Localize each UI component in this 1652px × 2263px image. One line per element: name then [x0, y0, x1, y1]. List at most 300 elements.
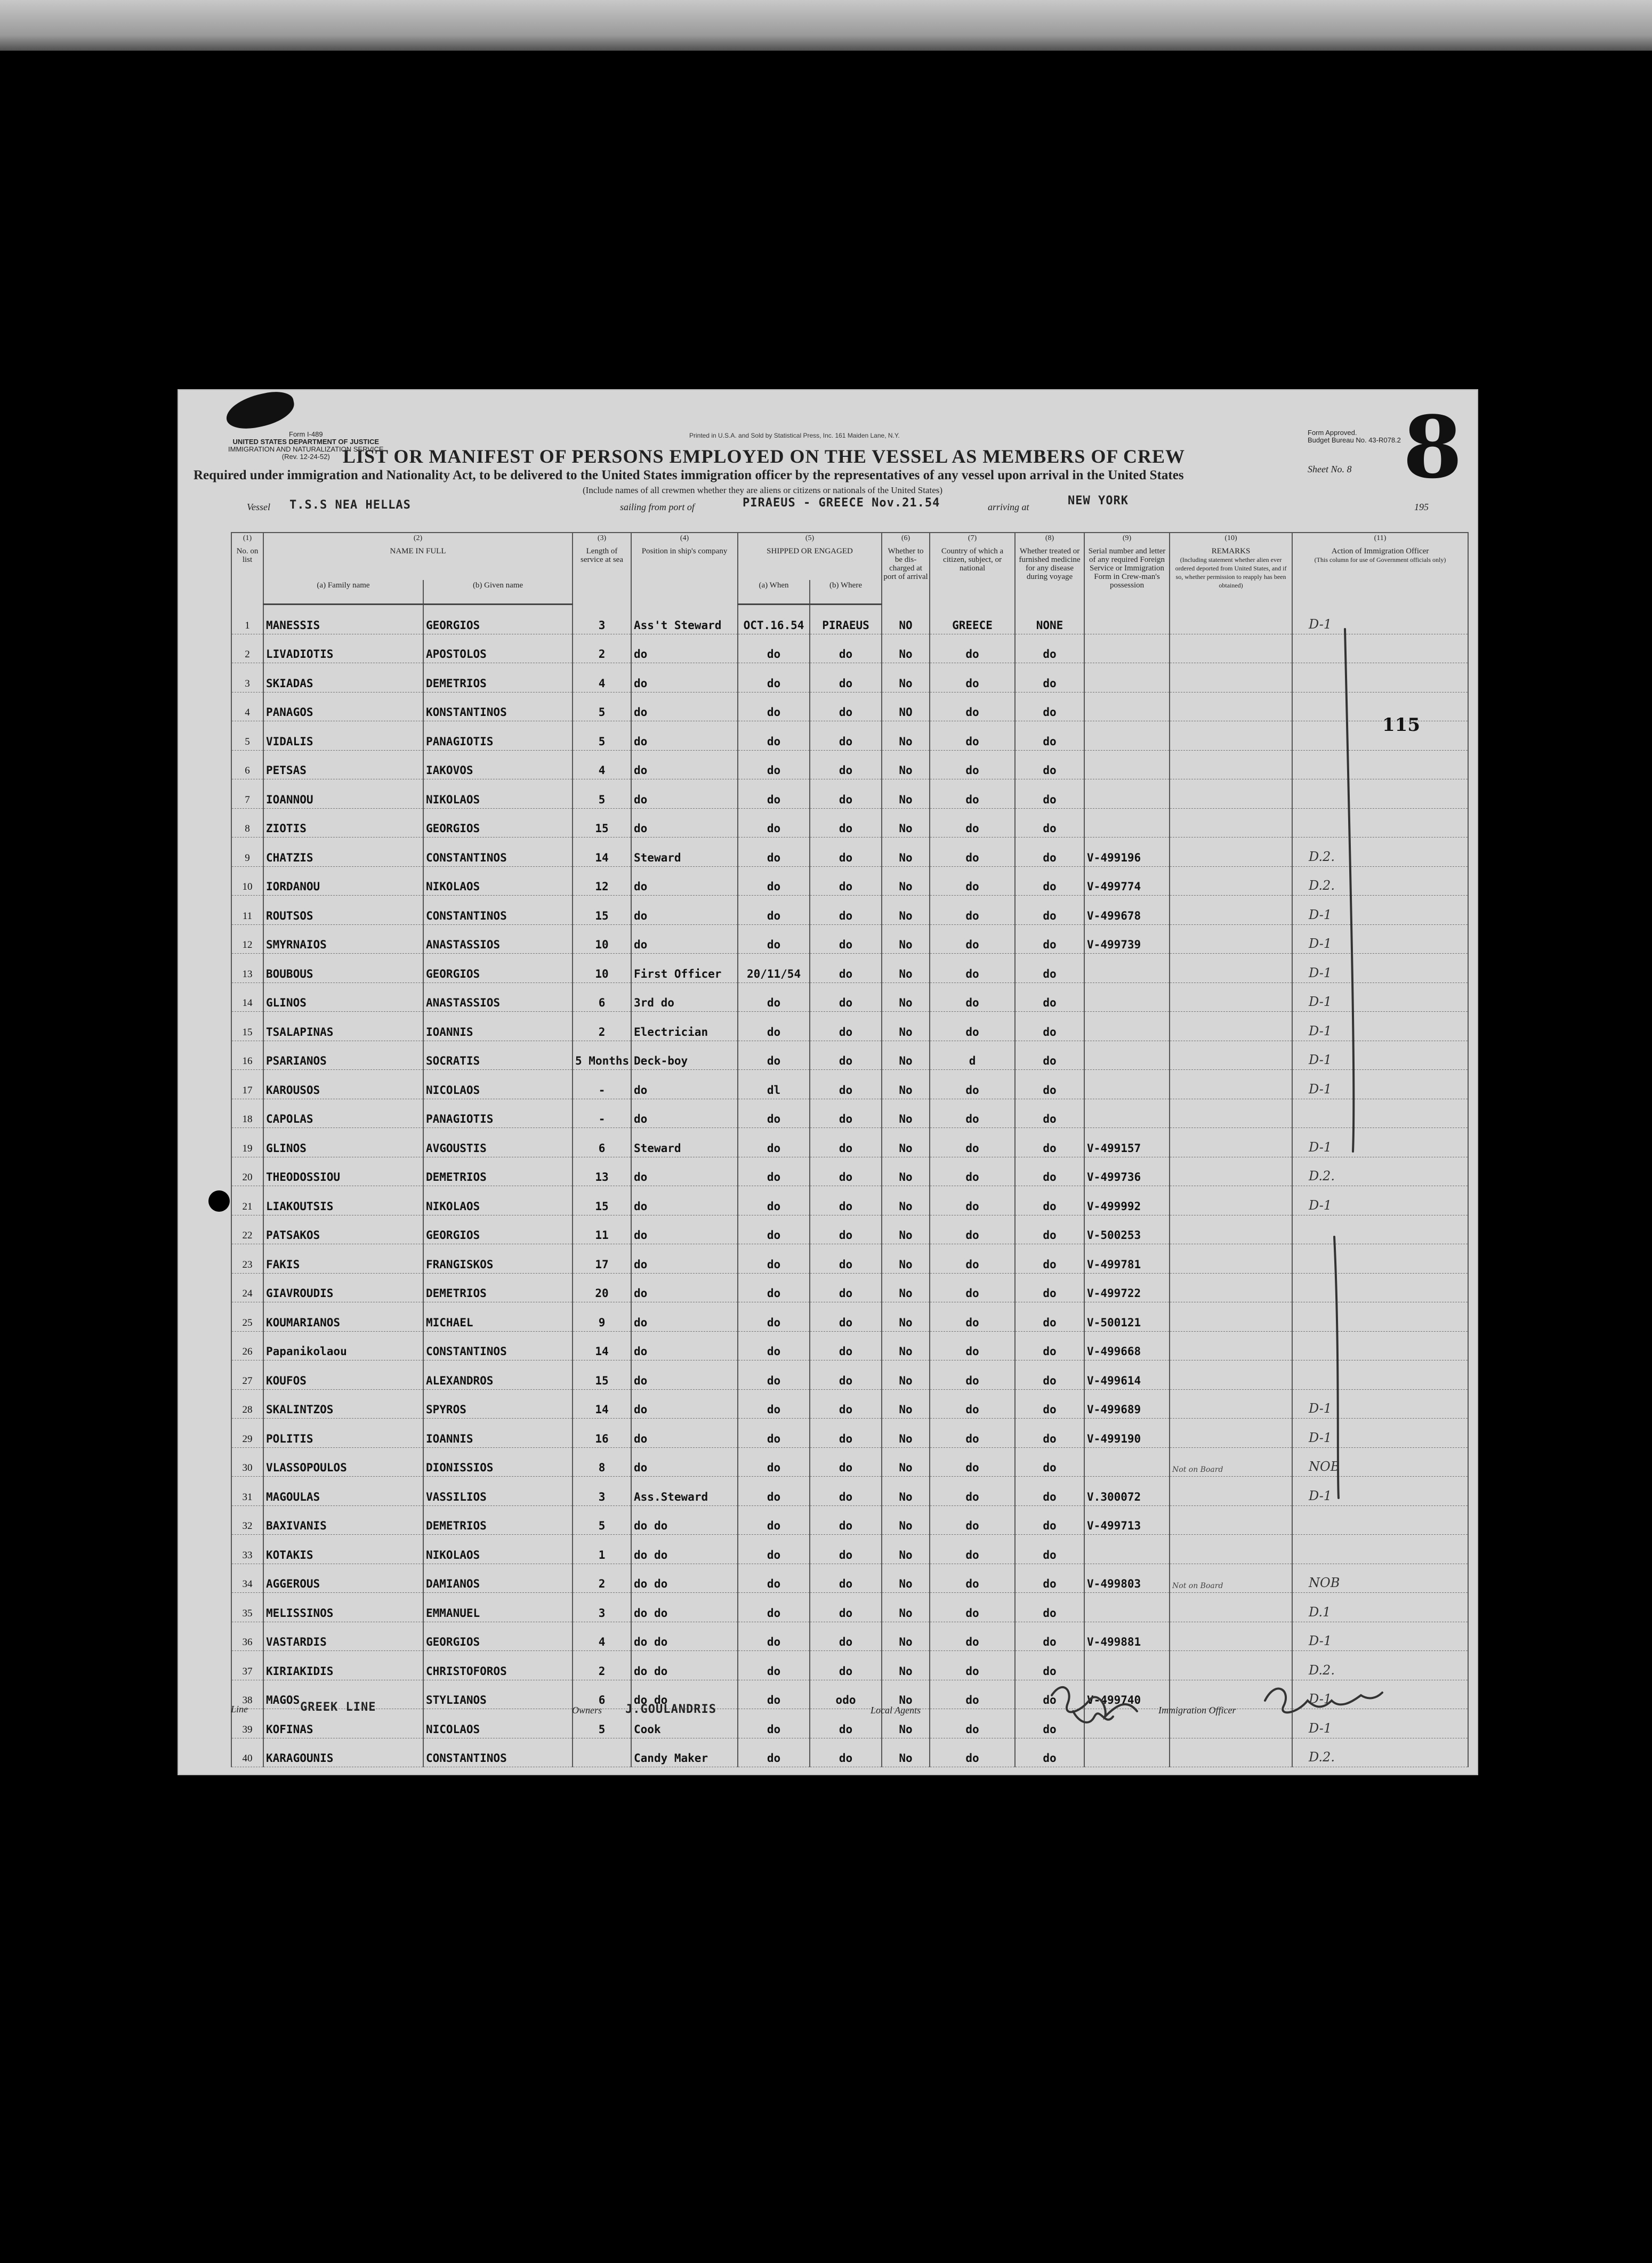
- cell-position: do: [631, 1215, 738, 1244]
- cell-no: 17: [231, 1070, 263, 1099]
- cell-family: AGGEROUS: [263, 1564, 423, 1593]
- cell-given: ANASTASSIOS: [423, 982, 573, 1012]
- cell-position: do: [631, 1244, 738, 1274]
- cell-disch: No: [882, 1651, 930, 1680]
- cell-position: do: [631, 866, 738, 896]
- cell-given: DAMIANOS: [423, 1564, 573, 1593]
- col-no: No. on list: [231, 546, 263, 605]
- cell-given: CONSTANTINOS: [423, 1331, 573, 1360]
- cell-where: do: [810, 1331, 882, 1360]
- table-row: [231, 808, 1468, 837]
- table-row: [231, 1447, 1468, 1477]
- cell-family: THEODOSSIOU: [263, 1157, 423, 1186]
- cell-country: do: [930, 692, 1015, 721]
- cell-no: 31: [231, 1477, 263, 1506]
- cell-country: do: [930, 663, 1015, 692]
- cell-position: do: [631, 779, 738, 809]
- cell-when: do: [738, 924, 810, 954]
- cell-service: 14: [573, 1389, 631, 1419]
- cell-position: do: [631, 1099, 738, 1128]
- cell-no: 37: [231, 1651, 263, 1680]
- cell-action: [1292, 1331, 1468, 1360]
- cell-serial: [1084, 1593, 1170, 1622]
- cell-where: do: [810, 692, 882, 721]
- cell-action: D-1: [1292, 1622, 1468, 1651]
- cell-family: VLASSOPOULOS: [263, 1447, 423, 1477]
- cell-service: 6: [573, 1128, 631, 1157]
- cell-service: 9: [573, 1302, 631, 1332]
- cell-position: Ass.Steward: [631, 1477, 738, 1506]
- cell-where: do: [810, 1215, 882, 1244]
- cell-action: D-1: [1292, 954, 1468, 983]
- cell-given: NIKOLAOS: [423, 1186, 573, 1215]
- cell-position: do: [631, 924, 738, 954]
- ink-blot: [223, 388, 297, 433]
- cell-no: 28: [231, 1389, 263, 1419]
- cell-when: do: [738, 1505, 810, 1535]
- col-shipped: SHIPPED OR ENGAGED: [738, 546, 882, 580]
- table-row: [231, 1012, 1468, 1041]
- cell-country: do: [930, 1012, 1015, 1041]
- cell-where: do: [810, 1273, 882, 1302]
- cell-when: do: [738, 1651, 810, 1680]
- cell-med: do: [1015, 1244, 1084, 1274]
- cell-family: KOTAKIS: [263, 1535, 423, 1564]
- cell-action: D-1: [1292, 1186, 1468, 1215]
- cell-med: do: [1015, 1186, 1084, 1215]
- cell-action: [1292, 1215, 1468, 1244]
- cell-remarks: [1170, 1535, 1292, 1564]
- cell-position: Cook: [631, 1709, 738, 1738]
- cell-serial: [1084, 1012, 1170, 1041]
- table-row: [231, 663, 1468, 692]
- sheet-number: Sheet No. 8: [1308, 464, 1352, 474]
- cell-family: SKIADAS: [263, 663, 423, 692]
- cell-country: do: [930, 1099, 1015, 1128]
- cell-med: do: [1015, 721, 1084, 751]
- cell-country: do: [930, 866, 1015, 896]
- cell-no: 35: [231, 1593, 263, 1622]
- cell-no: 30: [231, 1447, 263, 1477]
- cell-disch: No: [882, 779, 930, 809]
- cell-where: do: [810, 1505, 882, 1535]
- cell-country: do: [930, 1535, 1015, 1564]
- cell-given: SPYROS: [423, 1389, 573, 1419]
- cell-country: do: [930, 750, 1015, 779]
- cell-med: do: [1015, 1419, 1084, 1448]
- col-medicine: Whether treated or furnished medicine for any disease during voyage: [1015, 546, 1084, 605]
- cell-action: [1292, 692, 1468, 721]
- cell-disch: No: [882, 1564, 930, 1593]
- table-row: [231, 1505, 1468, 1535]
- cell-position: Candy Maker: [631, 1738, 738, 1767]
- cell-when: do: [738, 1564, 810, 1593]
- cell-where: do: [810, 896, 882, 925]
- cell-med: do: [1015, 837, 1084, 867]
- cell-remarks: [1170, 1041, 1292, 1070]
- cell-disch: No: [882, 1331, 930, 1360]
- year-label: 195: [1414, 502, 1429, 512]
- cell-family: GLINOS: [263, 982, 423, 1012]
- cell-position: do: [631, 663, 738, 692]
- cell-when: do: [738, 1477, 810, 1506]
- cell-position: do do: [631, 1651, 738, 1680]
- cell-med: do: [1015, 866, 1084, 896]
- cell-no: 7: [231, 779, 263, 809]
- vessel-name: T.S.S NEA HELLAS: [289, 498, 411, 512]
- cell-remarks: [1170, 954, 1292, 983]
- cell-where: do: [810, 779, 882, 809]
- cell-when: 20/11/54: [738, 954, 810, 983]
- col-discharged: Whether to be dis-charged at port of arrival: [882, 546, 930, 605]
- cell-med: do: [1015, 1535, 1084, 1564]
- film-top-edge: [0, 0, 1652, 59]
- table-row: [231, 1360, 1468, 1390]
- cell-action: D.2.: [1292, 1157, 1468, 1186]
- cell-action: NOB: [1292, 1447, 1468, 1477]
- col-where: (b) Where: [810, 580, 882, 605]
- cell-remarks: [1170, 924, 1292, 954]
- table-row: [231, 1535, 1468, 1564]
- cell-disch: No: [882, 1186, 930, 1215]
- cell-when: do: [738, 1680, 810, 1709]
- cell-country: do: [930, 1505, 1015, 1535]
- cell-given: CONSTANTINOS: [423, 1738, 573, 1767]
- cell-no: 36: [231, 1622, 263, 1651]
- table-row: [231, 1651, 1468, 1680]
- cell-serial: V-499781: [1084, 1244, 1170, 1274]
- cell-serial: V-499740: [1084, 1680, 1170, 1709]
- table-row: [231, 750, 1468, 779]
- cell-serial: [1084, 808, 1170, 837]
- cell-position: Deck-boy: [631, 1041, 738, 1070]
- crew-rows: [231, 605, 1468, 1767]
- cell-remarks: [1170, 896, 1292, 925]
- cell-no: 19: [231, 1128, 263, 1157]
- cell-given: NIKOLAOS: [423, 779, 573, 809]
- cell-serial: [1084, 1535, 1170, 1564]
- cell-given: NICOLAOS: [423, 1070, 573, 1099]
- cell-no: 14: [231, 982, 263, 1012]
- cell-family: MAGOULAS: [263, 1477, 423, 1506]
- cell-given: GEORGIOS: [423, 808, 573, 837]
- cell-no: 20: [231, 1157, 263, 1186]
- cell-family: VIDALIS: [263, 721, 423, 751]
- cell-given: GEORGIOS: [423, 605, 573, 634]
- cell-given: ALEXANDROS: [423, 1360, 573, 1390]
- cell-service: 14: [573, 1331, 631, 1360]
- cell-family: IOANNOU: [263, 779, 423, 809]
- document-subtitle-note: (Include names of all crewmen whether they are aliens or citizens or nationals of the United States): [583, 485, 943, 495]
- cell-med: do: [1015, 954, 1084, 983]
- cell-serial: V-499722: [1084, 1273, 1170, 1302]
- cell-disch: No: [882, 1128, 930, 1157]
- cell-serial: V-499881: [1084, 1622, 1170, 1651]
- cell-action: [1292, 1535, 1468, 1564]
- cell-no: 18: [231, 1099, 263, 1128]
- cell-country: do: [930, 1360, 1015, 1390]
- cell-action: D-1: [1292, 1419, 1468, 1448]
- cell-country: do: [930, 1273, 1015, 1302]
- cell-where: do: [810, 808, 882, 837]
- cell-remarks: [1170, 1477, 1292, 1506]
- cell-country: do: [930, 1593, 1015, 1622]
- cell-no: 29: [231, 1419, 263, 1448]
- cell-where: do: [810, 1419, 882, 1448]
- cell-remarks: [1170, 1419, 1292, 1448]
- cell-position: do: [631, 1360, 738, 1390]
- cell-disch: No: [882, 1622, 930, 1651]
- cell-serial: V-499713: [1084, 1505, 1170, 1535]
- cell-action: D-1: [1292, 1389, 1468, 1419]
- cell-country: do: [930, 1244, 1015, 1274]
- cell-when: do: [738, 1360, 810, 1390]
- cell-service: 2: [573, 1012, 631, 1041]
- cell-country: do: [930, 1215, 1015, 1244]
- cell-given: GEORGIOS: [423, 954, 573, 983]
- cell-med: do: [1015, 692, 1084, 721]
- cell-no: 34: [231, 1564, 263, 1593]
- cell-service: 3: [573, 1593, 631, 1622]
- cell-remarks: [1170, 982, 1292, 1012]
- cell-med: do: [1015, 779, 1084, 809]
- cell-when: do: [738, 1738, 810, 1767]
- cell-disch: No: [882, 1709, 930, 1738]
- document-subtitle: Required under immigration and Nationality Act, to be delivered to the United States immigration officer by the representatives of any vessel upon arrival in the United States: [194, 468, 1184, 482]
- cell-position: do: [631, 1419, 738, 1448]
- cell-disch: No: [882, 1535, 930, 1564]
- cell-service: 8: [573, 1447, 631, 1477]
- cell-service: 6: [573, 982, 631, 1012]
- cell-family: MAGOS: [263, 1680, 423, 1709]
- cell-no: 11: [231, 896, 263, 925]
- cell-country: do: [930, 1331, 1015, 1360]
- cell-family: KOUMARIANOS: [263, 1302, 423, 1332]
- cell-med: do: [1015, 1389, 1084, 1419]
- cell-disch: NO: [882, 692, 930, 721]
- cell-service: 17: [573, 1244, 631, 1274]
- cell-action: D-1: [1292, 1680, 1468, 1709]
- cell-where: do: [810, 866, 882, 896]
- cell-given: NIKOLAOS: [423, 1535, 573, 1564]
- cell-remarks: [1170, 1738, 1292, 1767]
- officer-label: Immigration Officer: [1158, 1705, 1236, 1716]
- cell-med: do: [1015, 634, 1084, 663]
- cell-family: LIVADIOTIS: [263, 634, 423, 663]
- cell-given: VASSILIOS: [423, 1477, 573, 1506]
- cell-when: do: [738, 837, 810, 867]
- cell-service: 15: [573, 1186, 631, 1215]
- agents-label: Local Agents: [871, 1705, 921, 1716]
- cell-family: MELISSINOS: [263, 1593, 423, 1622]
- cell-when: do: [738, 1419, 810, 1448]
- cell-disch: No: [882, 924, 930, 954]
- cell-no: 33: [231, 1535, 263, 1564]
- cell-remarks: [1170, 837, 1292, 867]
- line-value: GREEK LINE: [300, 1701, 376, 1714]
- cell-serial: V-499190: [1084, 1419, 1170, 1448]
- cell-action: [1292, 779, 1468, 809]
- cell-family: KOUFOS: [263, 1360, 423, 1390]
- cell-given: GEORGIOS: [423, 1622, 573, 1651]
- cell-service: 5: [573, 721, 631, 751]
- cell-disch: No: [882, 808, 930, 837]
- cell-where: do: [810, 1070, 882, 1099]
- table-row: [231, 779, 1468, 809]
- cell-service: 2: [573, 634, 631, 663]
- cell-when: do: [738, 634, 810, 663]
- cell-remarks: [1170, 692, 1292, 721]
- col-name: NAME IN FULL: [263, 546, 573, 580]
- table-row: [231, 605, 1468, 634]
- cell-country: do: [930, 1622, 1015, 1651]
- cell-where: do: [810, 1593, 882, 1622]
- cell-action: D-1: [1292, 924, 1468, 954]
- cell-country: d: [930, 1041, 1015, 1070]
- cell-where: do: [810, 1709, 882, 1738]
- cell-service: 11: [573, 1215, 631, 1244]
- table-row: [231, 1738, 1468, 1767]
- owners-label: Owners: [572, 1705, 602, 1716]
- crew-table: [231, 532, 1469, 1767]
- table-row: [231, 1302, 1468, 1332]
- cell-country: GREECE: [930, 605, 1015, 634]
- cell-family: LIAKOUTSIS: [263, 1186, 423, 1215]
- cell-service: 4: [573, 663, 631, 692]
- cell-serial: [1084, 779, 1170, 809]
- cell-when: do: [738, 1157, 810, 1186]
- cell-family: ZIOTIS: [263, 808, 423, 837]
- cell-service: 14: [573, 837, 631, 867]
- cell-serial: V-499803: [1084, 1564, 1170, 1593]
- cell-serial: V-499157: [1084, 1128, 1170, 1157]
- cell-given: MICHAEL: [423, 1302, 573, 1332]
- cell-given: PANAGIOTIS: [423, 721, 573, 751]
- table-row: [231, 1186, 1468, 1215]
- cell-no: 3: [231, 663, 263, 692]
- cell-service: 6: [573, 1680, 631, 1709]
- cell-when: do: [738, 1331, 810, 1360]
- cell-when: do: [738, 779, 810, 809]
- cell-med: do: [1015, 1041, 1084, 1070]
- cell-where: do: [810, 1738, 882, 1767]
- cell-remarks: Not on Board: [1170, 1447, 1292, 1477]
- cell-given: DEMETRIOS: [423, 1273, 573, 1302]
- cell-remarks: [1170, 1360, 1292, 1390]
- cell-disch: No: [882, 866, 930, 896]
- table-row: [231, 1331, 1468, 1360]
- cell-country: do: [930, 982, 1015, 1012]
- cell-med: do: [1015, 808, 1084, 837]
- cell-serial: V-500253: [1084, 1215, 1170, 1244]
- cell-disch: No: [882, 1157, 930, 1186]
- cell-serial: V-499736: [1084, 1157, 1170, 1186]
- cell-disch: No: [882, 896, 930, 925]
- cell-action: D-1: [1292, 896, 1468, 925]
- table-row: [231, 837, 1468, 867]
- cell-no: 6: [231, 750, 263, 779]
- cell-country: do: [930, 1302, 1015, 1332]
- document-title: LIST OR MANIFEST OF PERSONS EMPLOYED ON THE VESSEL AS MEMBERS OF CREW: [343, 446, 1185, 467]
- cell-where: do: [810, 1651, 882, 1680]
- form-header-right: Form Approved. Budget Bureau No. 43-R078.2: [1308, 429, 1401, 444]
- cell-country: do: [930, 1389, 1015, 1419]
- cell-remarks: [1170, 1505, 1292, 1535]
- cell-service: 4: [573, 750, 631, 779]
- cell-med: do: [1015, 1128, 1084, 1157]
- cell-family: SMYRNAIOS: [263, 924, 423, 954]
- cell-position: do: [631, 1273, 738, 1302]
- table-row: [231, 1099, 1468, 1128]
- cell-where: do: [810, 750, 882, 779]
- cell-when: do: [738, 1244, 810, 1274]
- cell-family: VASTARDIS: [263, 1622, 423, 1651]
- cell-serial: V-499739: [1084, 924, 1170, 954]
- cell-where: do: [810, 837, 882, 867]
- cell-where: do: [810, 1128, 882, 1157]
- cell-position: do: [631, 808, 738, 837]
- cell-disch: No: [882, 837, 930, 867]
- line-label: Line: [231, 1704, 248, 1714]
- cell-no: 40: [231, 1738, 263, 1767]
- cell-serial: [1084, 750, 1170, 779]
- cell-med: do: [1015, 1447, 1084, 1477]
- cell-when: do: [738, 692, 810, 721]
- cell-country: do: [930, 924, 1015, 954]
- cell-no: 27: [231, 1360, 263, 1390]
- cell-remarks: [1170, 1302, 1292, 1332]
- form-header-left: Form I-489 UNITED STATES DEPARTMENT OF JUSTICE IMMIGRATION AND NATURALIZATION SERVICE (Rev. 12-24-52): [228, 430, 384, 461]
- table-row: [231, 1070, 1468, 1099]
- cell-disch: No: [882, 1680, 930, 1709]
- cell-med: do: [1015, 750, 1084, 779]
- table-row: [231, 1215, 1468, 1244]
- cell-serial: [1084, 1099, 1170, 1128]
- cell-when: do: [738, 1535, 810, 1564]
- cell-no: 22: [231, 1215, 263, 1244]
- cell-service: 5: [573, 1709, 631, 1738]
- cell-family: Papanikolaou: [263, 1331, 423, 1360]
- cell-country: do: [930, 808, 1015, 837]
- cell-position: Steward: [631, 1128, 738, 1157]
- col-action: Action of Immigration Officer (This column for use of Government officials only): [1292, 546, 1468, 605]
- cell-position: do: [631, 1331, 738, 1360]
- cell-position: do: [631, 750, 738, 779]
- cell-when: do: [738, 750, 810, 779]
- cell-no: 2: [231, 634, 263, 663]
- cell-given: DEMETRIOS: [423, 1157, 573, 1186]
- cell-remarks: [1170, 1099, 1292, 1128]
- cell-given: STYLIANOS: [423, 1680, 573, 1709]
- cell-serial: V-500121: [1084, 1302, 1170, 1332]
- cell-family: KOFINAS: [263, 1709, 423, 1738]
- page-number: 115: [1382, 714, 1420, 736]
- cell-disch: No: [882, 954, 930, 983]
- cell-where: do: [810, 1041, 882, 1070]
- cell-when: do: [738, 1389, 810, 1419]
- cell-given: DEMETRIOS: [423, 1505, 573, 1535]
- cell-remarks: [1170, 1070, 1292, 1099]
- cell-service: 2: [573, 1564, 631, 1593]
- cell-position: do: [631, 896, 738, 925]
- cell-med: do: [1015, 1099, 1084, 1128]
- cell-service: 5 Months: [573, 1041, 631, 1070]
- cell-med: do: [1015, 1564, 1084, 1593]
- cell-serial: [1084, 692, 1170, 721]
- cell-service: [573, 1738, 631, 1767]
- cell-where: do: [810, 924, 882, 954]
- cell-country: do: [930, 1447, 1015, 1477]
